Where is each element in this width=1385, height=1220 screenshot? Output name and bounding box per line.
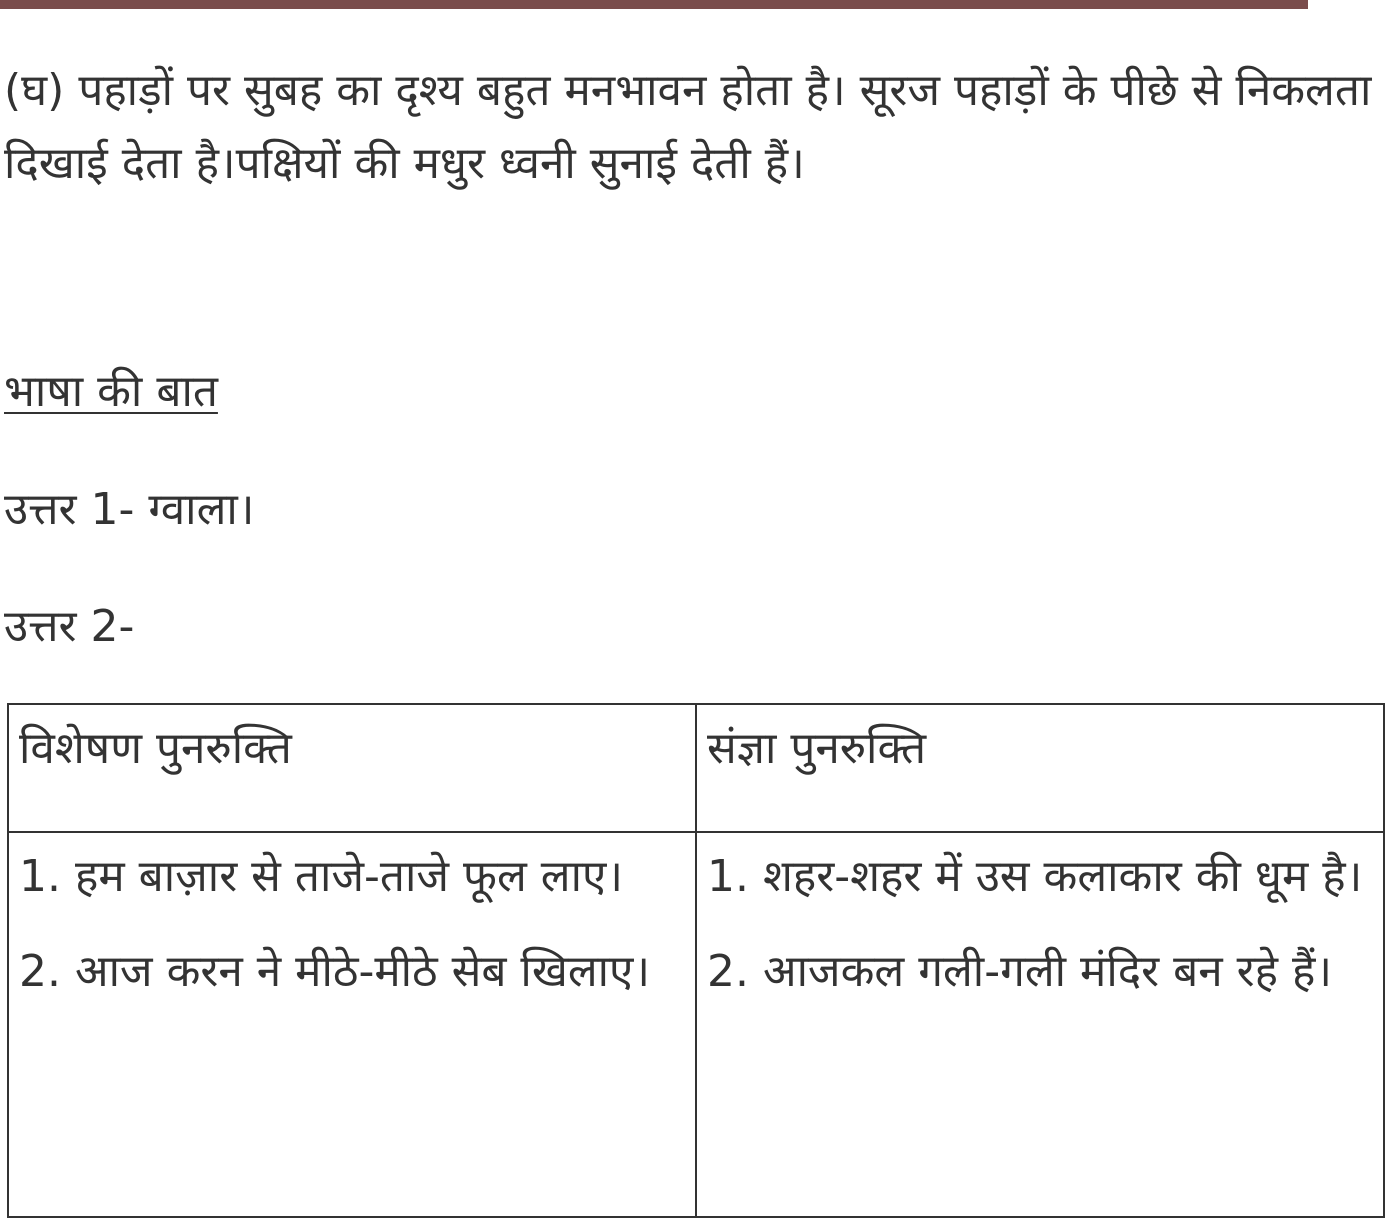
header-visheshan-punarukti: विशेषण पुनरुक्ति	[8, 704, 696, 832]
punarukti-table	[7, 703, 1385, 1218]
visheshan-example-1: 1. हम बाज़ार से ताजे-ताजे फूल लाए।	[19, 851, 623, 902]
top-divider-bar	[0, 0, 1308, 9]
answer-paragraph-gha: (घ) पहाड़ों पर सुबह का दृश्य बहुत मनभावन होता है। सूरज पहाड़ों के पीछे से निकलता दिखाई देता है।पक्षियों की मधुर ध्वनी सुनाई देती हैं।	[4, 65, 1372, 189]
section-heading-bhasha-ki-baat: भाषा की बात	[4, 366, 218, 417]
table-row	[8, 832, 1384, 1217]
visheshan-example-2: 2. आज करन ने मीठे-मीठे सेब खिलाए।	[19, 946, 651, 997]
answer-2-label: उत्तर 2-	[4, 601, 135, 652]
visheshan-examples-cell	[8, 832, 696, 1217]
sangya-example-2: 2. आजकल गली-गली मंदिर बन रहे हैं।	[707, 946, 1333, 997]
header-sangya-punarukti: संज्ञा पुनरुक्ति	[696, 704, 1384, 832]
sangya-examples-cell	[696, 832, 1384, 1217]
sangya-example-1: 1. शहर-शहर में उस कलाकार की धूम है।	[707, 851, 1363, 902]
answer-1: उत्तर 1- ग्वाला।	[4, 484, 255, 535]
table-header-row	[8, 704, 1384, 832]
